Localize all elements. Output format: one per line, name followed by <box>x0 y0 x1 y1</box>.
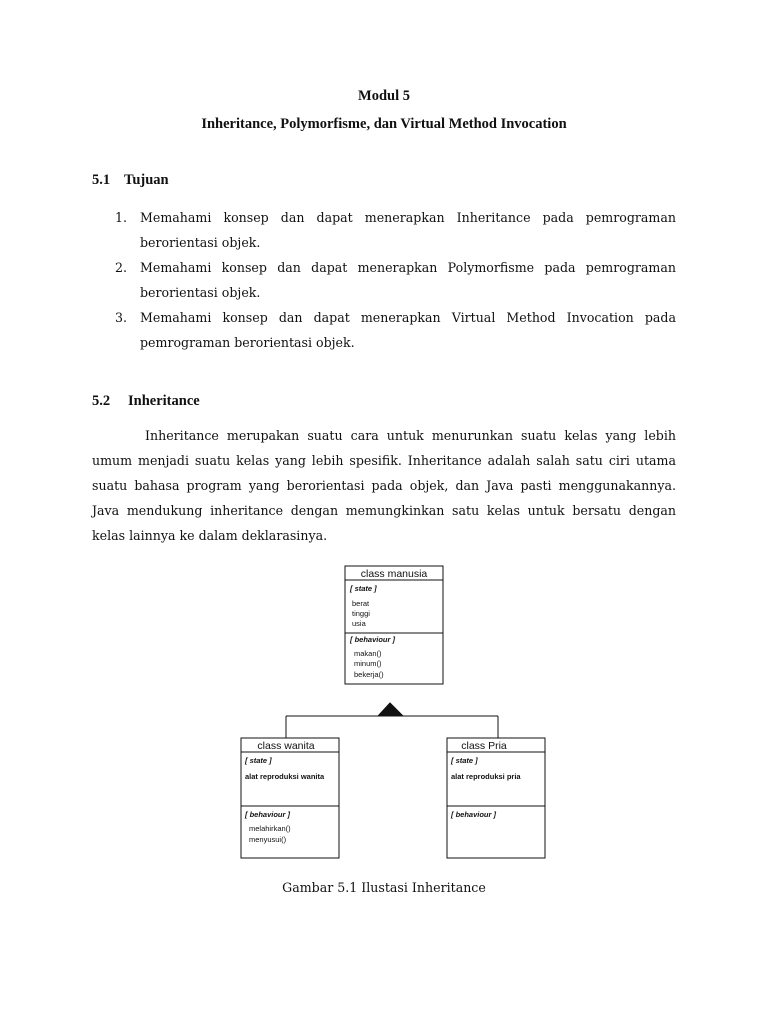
class-name: class wanita <box>257 740 315 752</box>
attribute: usia <box>352 619 366 628</box>
class-name: class Pria <box>461 740 507 752</box>
attribute: berat <box>352 599 370 608</box>
module-title: Modul 5 <box>358 88 410 104</box>
attribute: alat reproduksi wanita <box>245 772 325 781</box>
section-title: Tujuan <box>124 172 169 188</box>
state-label: [ state ] <box>245 756 272 765</box>
class-box-pria <box>447 738 545 858</box>
method: melahirkan() <box>249 824 291 833</box>
state-label: [ state ] <box>451 756 478 765</box>
list-marker: 2. <box>115 260 128 275</box>
behaviour-label: [ behaviour ] <box>245 810 291 819</box>
class-name: class manusia <box>360 568 428 580</box>
attribute: tinggi <box>352 609 370 618</box>
list-marker: 3. <box>115 310 128 325</box>
attribute: alat reproduksi pria <box>451 772 521 781</box>
list-marker: 1. <box>115 210 128 225</box>
figure-caption: Gambar 5.1 Ilustasi Inheritance <box>282 880 486 895</box>
state-label: [ state ] <box>350 584 377 593</box>
class-box-wanita <box>241 738 339 858</box>
list-item-text: Memahami konsep dan dapat menerapkan Virtual Method Invocation pada pemrograman berorientasi objek. <box>140 310 676 350</box>
method: bekerja() <box>354 670 384 679</box>
behaviour-label: [ behaviour ] <box>451 810 497 819</box>
method: minum() <box>354 659 382 668</box>
inheritance-connector <box>286 703 498 738</box>
list-item-text: Memahami konsep dan dapat menerapkan Inheritance pada pemrograman berorientasi objek. <box>140 210 676 250</box>
behaviour-label: [ behaviour ] <box>350 635 396 644</box>
section-number: 5.2 <box>92 393 111 409</box>
section-title: Inheritance <box>128 393 200 409</box>
section-number: 5.1 <box>92 172 111 188</box>
method: makan() <box>354 649 382 658</box>
class-box-manusia <box>345 566 443 684</box>
method: menyusui() <box>249 835 287 844</box>
list-item-text: Memahami konsep dan dapat menerapkan Polymorfisme pada pemrograman berorientasi objek. <box>140 260 676 300</box>
inheritance-arrowhead <box>378 703 403 716</box>
module-subtitle: Inheritance, Polymorfisme, dan Virtual Method Invocation <box>201 116 567 132</box>
inheritance-paragraph: Inheritance merupakan suatu cara untuk menurunkan suatu kelas yang lebih umum menjadi suatu kelas yang lebih spesifik. Inheritance adalah salah satu ciri utama suatu bahasa program yang berorientasi pada objek, dan Java pasti menggunakannya. Java mendukung inheritance dengan memungkinkan satu kelas untuk bersatu dengan kelas lainnya ke dalam deklarasinya. <box>92 428 676 543</box>
